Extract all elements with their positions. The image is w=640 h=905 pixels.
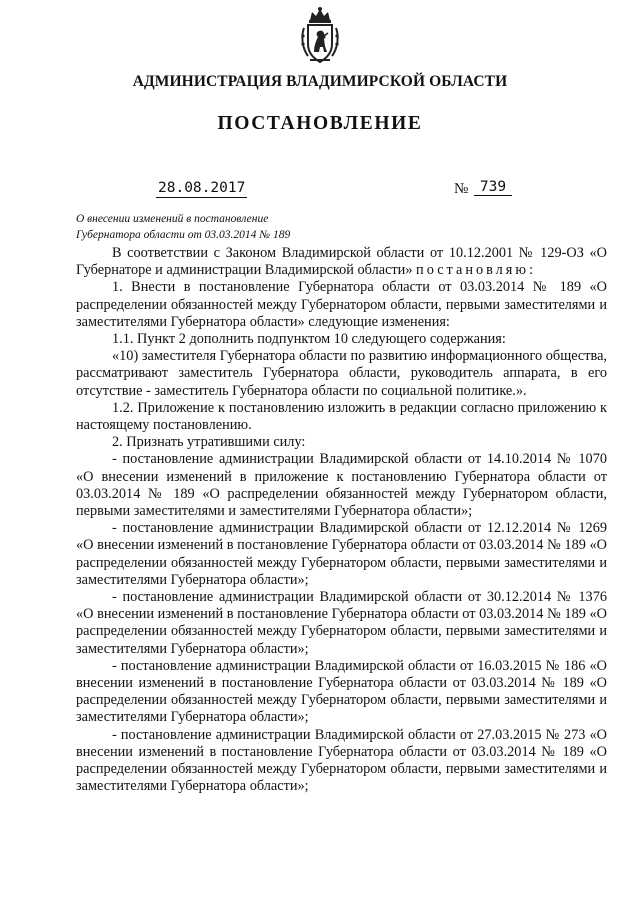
paragraph-1-1-quote: «10) заместителя Губернатора области по развитию информационного общества, рассматривают заместитель Губернатора области, руководитель аппарата, в его отсутствие - заместитель Губернатора области по социальной политике.». — [76, 348, 607, 399]
paragraph-1: 1. Внести в постановление Губернатора области от 03.03.2014 № 189 «О распределении обязанностей между Губернатором области, первыми заместителями и заместителями Губернатора области» следующие изменения: — [76, 279, 607, 330]
document-type-title: ПОСТАНОВЛЕНИЕ — [217, 113, 423, 134]
coat-of-arms-icon — [298, 6, 342, 66]
repealed-item: - постановление администрации Владимирской области от 27.03.2015 № 273 «О внесении изменений в постановление Губернатора области от 03.03.2014 № 189 «О распределении обязанностей между Губернатором области, первыми заместителями и заместителями Губернатора области»; — [76, 726, 607, 795]
number-sign: № — [454, 181, 469, 197]
document-subject — [76, 211, 290, 243]
paragraph-2: 2. Признать утратившими силу: — [112, 434, 306, 451]
paragraph-1-2: 1.2. Приложение к постановлению изложить в редакции согласно приложению к настоящему постановлению. — [76, 399, 607, 434]
repealed-item: - постановление администрации Владимирской области от 30.12.2014 № 1376 «О внесении изменений в постановление Губернатора области от 03.03.2014 № 189 «О распределении обязанностей между Губернатором области, первыми заместителями и заместителями Губернатора области»; — [76, 589, 607, 657]
subject-line-1: О внесении изменений в постановление — [76, 213, 269, 225]
repealed-item: - постановление администрации Владимирской области от 14.10.2014 № 1070 «О внесении изменений в приложение к постановлению Губернатора области от 03.03.2014 № 189 «О распределении обязанностей между Губернатором области, первыми заместителями и заместителями Губернатора области»; — [76, 451, 607, 520]
document-body — [76, 245, 607, 796]
preamble-decree-word: постановляю: — [416, 262, 537, 279]
document-number: 739 — [474, 179, 512, 196]
repealed-item: - постановление администрации Владимирской области от 16.03.2015 № 186 «О внесении изменений в постановление Губернатора области от 03.03.2014 № 189 «О распределении обязанностей между Губернатором области, первыми заместителями и заместителями Губернатора области»; — [76, 657, 607, 726]
preamble-paragraph — [76, 245, 607, 279]
repealed-item: - постановление администрации Владимирской области от 12.12.2014 № 1269 «О внесении изменений в постановление Губернатора области от 03.03.2014 № 189 «О распределении обязанностей между Губернатором области, первыми заместителями и заместителями Губернатора области»; — [76, 520, 607, 588]
organization-name: АДМИНИСТРАЦИЯ ВЛАДИМИРСКОЙ ОБЛАСТИ — [132, 73, 508, 90]
preamble-text: В соответствии с Законом Владимирской области от 10.12.2001 № 129-ОЗ «О Губернаторе и администрации Владимирской области» — [76, 245, 607, 279]
subject-line-2: Губернатора области от 03.03.2014 № 189 — [76, 229, 291, 241]
paragraph-1-1: 1.1. Пункт 2 дополнить подпунктом 10 следующего содержания: — [112, 331, 506, 348]
document-date: 28.08.2017 — [158, 180, 246, 196]
